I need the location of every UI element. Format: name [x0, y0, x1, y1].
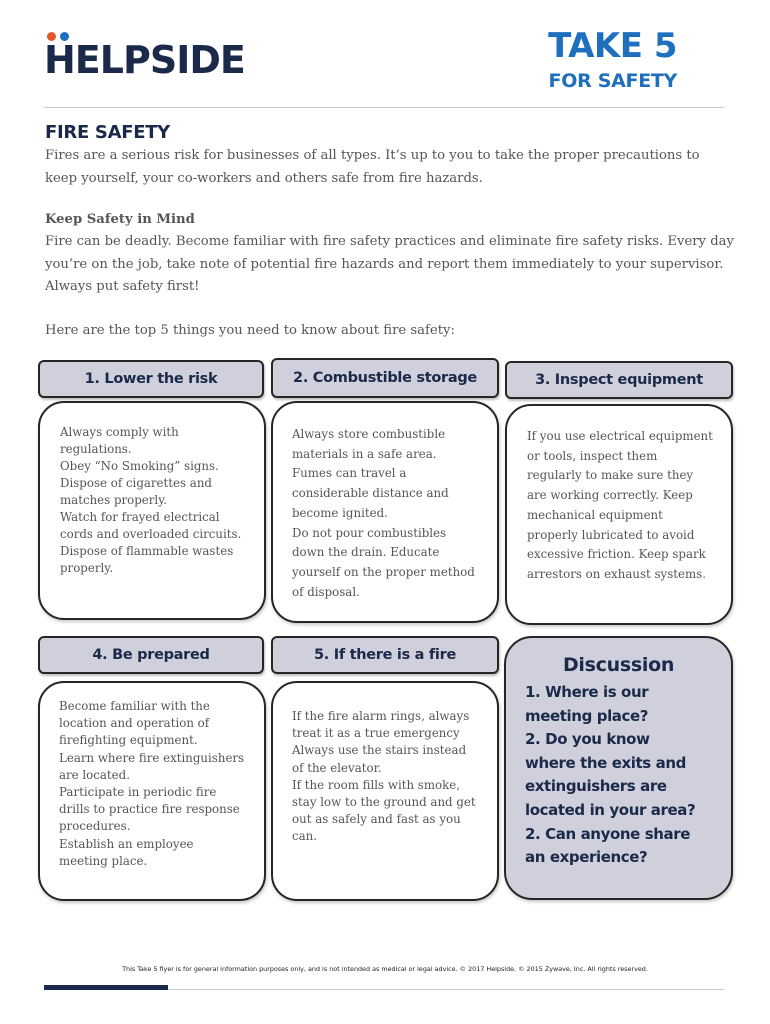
tip-1-header: [38, 360, 264, 398]
top5-lead-in: Here are the top 5 things you need to know about fire safety:: [45, 323, 455, 338]
tip-2-title: 2. Combustible storage: [293, 370, 477, 386]
tip-4-body: Become familiar with the location and operation of firefighting equipment. Learn where fire extinguishers are located. Participate in periodic fire drills to practice fire response procedures. Establish an employee meeting place.: [59, 699, 245, 868]
tip-3-header: [505, 361, 733, 399]
helpside-logo: [44, 32, 274, 82]
tip-4-header: [38, 636, 264, 674]
footer-accent-bar: [44, 985, 168, 990]
header-divider: [44, 107, 724, 108]
tip-2-header: [271, 358, 499, 398]
tip-3-title: 3. Inspect equipment: [535, 372, 703, 388]
discussion-title: Discussion: [562, 654, 675, 676]
tip-5-header: [271, 636, 499, 674]
footer-disclaimer: This Take 5 flyer is for general information purposes only, and is not intended as medical or legal advice. © 2017 Helpside. © 2015 Zywave, Inc. All rights reserved.: [122, 965, 648, 973]
intro-paragraph: Fires are a serious risk for businesses of all types. It’s up to you to take the proper precautions to keep yourself, your co-workers and others safe from fire hazards.: [45, 148, 700, 186]
discussion-questions: 1. Where is our meeting place? 2. Do you know where the exits and extinguishers are located in your area? 2. Can anyone share an experience?: [525, 683, 696, 867]
page-title: FIRE SAFETY: [45, 122, 170, 143]
tip-4-title: 4. Be prepared: [92, 647, 210, 663]
tip-3-body: If you use electrical equipment or tools, inspect them regularly to make sure they are working correctly. Keep mechanical equipment properly lubricated to avoid excessive friction. Keep spark arrestors on exhaust systems.: [527, 429, 713, 581]
take5-title: TAKE 5: [548, 26, 677, 66]
logo-text: HELPSIDE: [44, 38, 245, 82]
for-safety-subtitle: FOR SAFETY: [548, 70, 677, 92]
tip-5-body: If the fire alarm rings, always treat it as a true emergency Always use the stairs instead of the elevator. If the room fills with smoke, stay low to the ground and get out as safely and fast as you can.: [292, 709, 476, 844]
tip-1-title: 1. Lower the risk: [84, 371, 218, 387]
section-subheading: Keep Safety in Mind: [45, 212, 195, 227]
tip-2-body: Always store combustible materials in a safe area. Fumes can travel a considerable distance and become ignited. Do not pour combustibles down the drain. Educate yourself on the proper method of disposal.: [292, 427, 475, 599]
tip-1-body: Always comply with regulations. Obey “No Smoking” signs. Dispose of cigarettes and matches properly. Watch for frayed electrical cords and overloaded circuits. Dispose of flammable wastes properly.: [60, 425, 242, 575]
safety-paragraph: Fire can be deadly. Become familiar with fire safety practices and eliminate fire safety risks. Every day you’re on the job, take note of potential fire hazards and report them immediately to your supervisor. Always put safety first!: [45, 234, 734, 294]
tip-5-title: 5. If there is a fire: [314, 647, 456, 663]
